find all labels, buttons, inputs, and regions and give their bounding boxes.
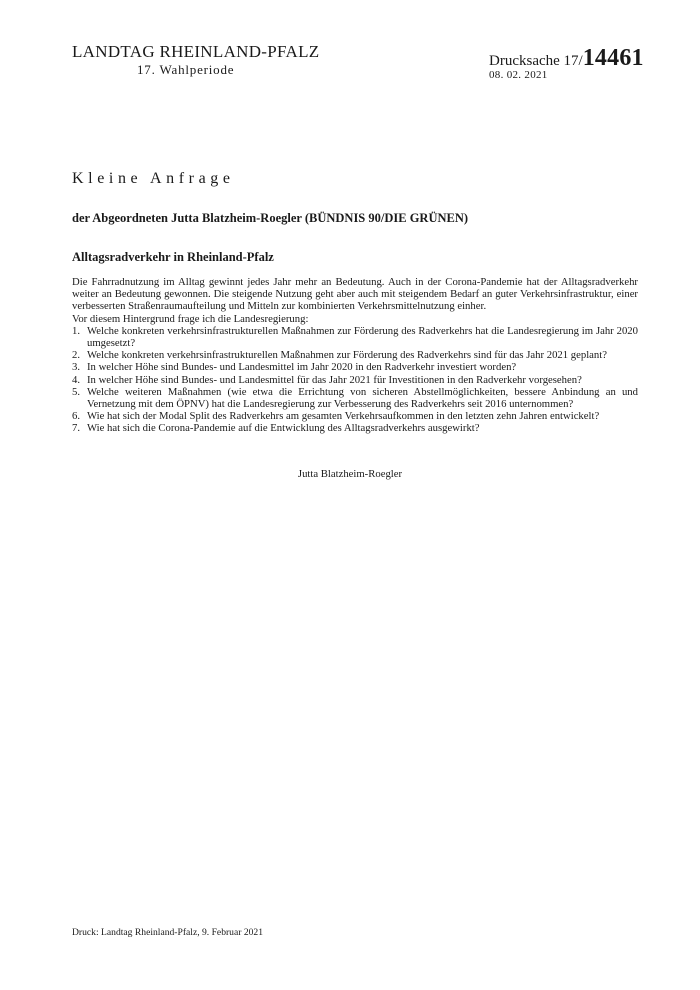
question-text: Welche weiteren Maßnahmen (wie etwa die Errichtung von sicheren Abstellmöglichkeiten, bessere Anbindung an und Vernetzung mit dem ÖPNV) hat die Landesregierung zur Verbesserung des Radverkehrs seit 2016 unternommen? xyxy=(87,385,638,411)
question-item xyxy=(72,325,638,349)
drucksache-label: Drucksache 17/ xyxy=(489,53,583,69)
question-item xyxy=(72,422,638,434)
question-text: Welche konkreten verkehrsinfrastrukturellen Maßnahmen zur Förderung des Radverkehrs sind für das Jahr 2021 geplant? xyxy=(87,349,607,362)
legislative-period: 17. Wahlperiode xyxy=(137,62,235,77)
lead-in: Vor diesem Hintergrund frage ich die Landesregierung: xyxy=(72,312,309,325)
question-item xyxy=(72,374,638,386)
question-text: Welche konkreten verkehrsinfrastrukturellen Maßnahmen zur Förderung des Radverkehrs hat die Landesregierung im Jahr 2020 umgesetzt? xyxy=(87,324,638,350)
drucksache-id xyxy=(489,45,644,72)
question-text: Wie hat sich die Corona-Pandemie auf die Entwicklung des Alltagsradverkehrs ausgewirkt? xyxy=(87,422,480,435)
author-line: der Abgeordneten Jutta Blatzheim-Roegler (BÜNDNIS 90/DIE GRÜNEN) xyxy=(72,211,469,225)
document-type-heading: Kleine Anfrage xyxy=(72,170,235,187)
question-item xyxy=(72,410,638,422)
parliament-name: LANDTAG RHEINLAND-PFALZ xyxy=(72,42,320,61)
question-list xyxy=(72,325,638,435)
question-number: 3. xyxy=(72,361,81,374)
question-number: 4. xyxy=(72,373,81,386)
question-number: 1. xyxy=(72,324,81,337)
question-number: 7. xyxy=(72,422,81,435)
intro-paragraph: Die Fahrradnutzung im Alltag gewinnt jedes Jahr mehr an Bedeutung. Auch in der Corona-Pandemie hat der Alltagsradverkehr weiter an Bedeutung gewonnen. Die steigende Nutzung geht aber auch mit steigendem Bedarf an guter Verkehrsinfrastruktur, einer verbesserten Straßenraumaufteilung und Mitteln zur kombinierten Verkehrsmittelnutzung einher. xyxy=(72,276,638,313)
question-item xyxy=(72,386,638,410)
question-item xyxy=(72,361,638,373)
document-date: 08. 02. 2021 xyxy=(489,69,548,81)
question-number: 5. xyxy=(72,385,81,398)
question-text: In welcher Höhe sind Bundes- und Landesmittel für das Jahr 2021 für Investitionen in den Radverkehr vorgesehen? xyxy=(87,373,582,386)
question-number: 6. xyxy=(72,410,81,423)
print-footer: Druck: Landtag Rheinland-Pfalz, 9. Februar 2021 xyxy=(72,927,264,938)
question-text: Wie hat sich der Modal Split des Radverkehrs am gesamten Verkehrsaufkommen in den letzten zehn Jahren entwickelt? xyxy=(87,410,600,423)
question-number: 2. xyxy=(72,349,81,362)
question-text: In welcher Höhe sind Bundes- und Landesmittel im Jahr 2020 in den Radverkehr investiert worden? xyxy=(87,361,517,374)
drucksache-number: 14461 xyxy=(582,45,644,71)
subject-title: Alltagsradverkehr in Rheinland-Pfalz xyxy=(72,250,274,264)
question-item xyxy=(72,349,638,361)
signature: Jutta Blatzheim-Roegler xyxy=(297,468,403,480)
document-body xyxy=(72,276,638,435)
